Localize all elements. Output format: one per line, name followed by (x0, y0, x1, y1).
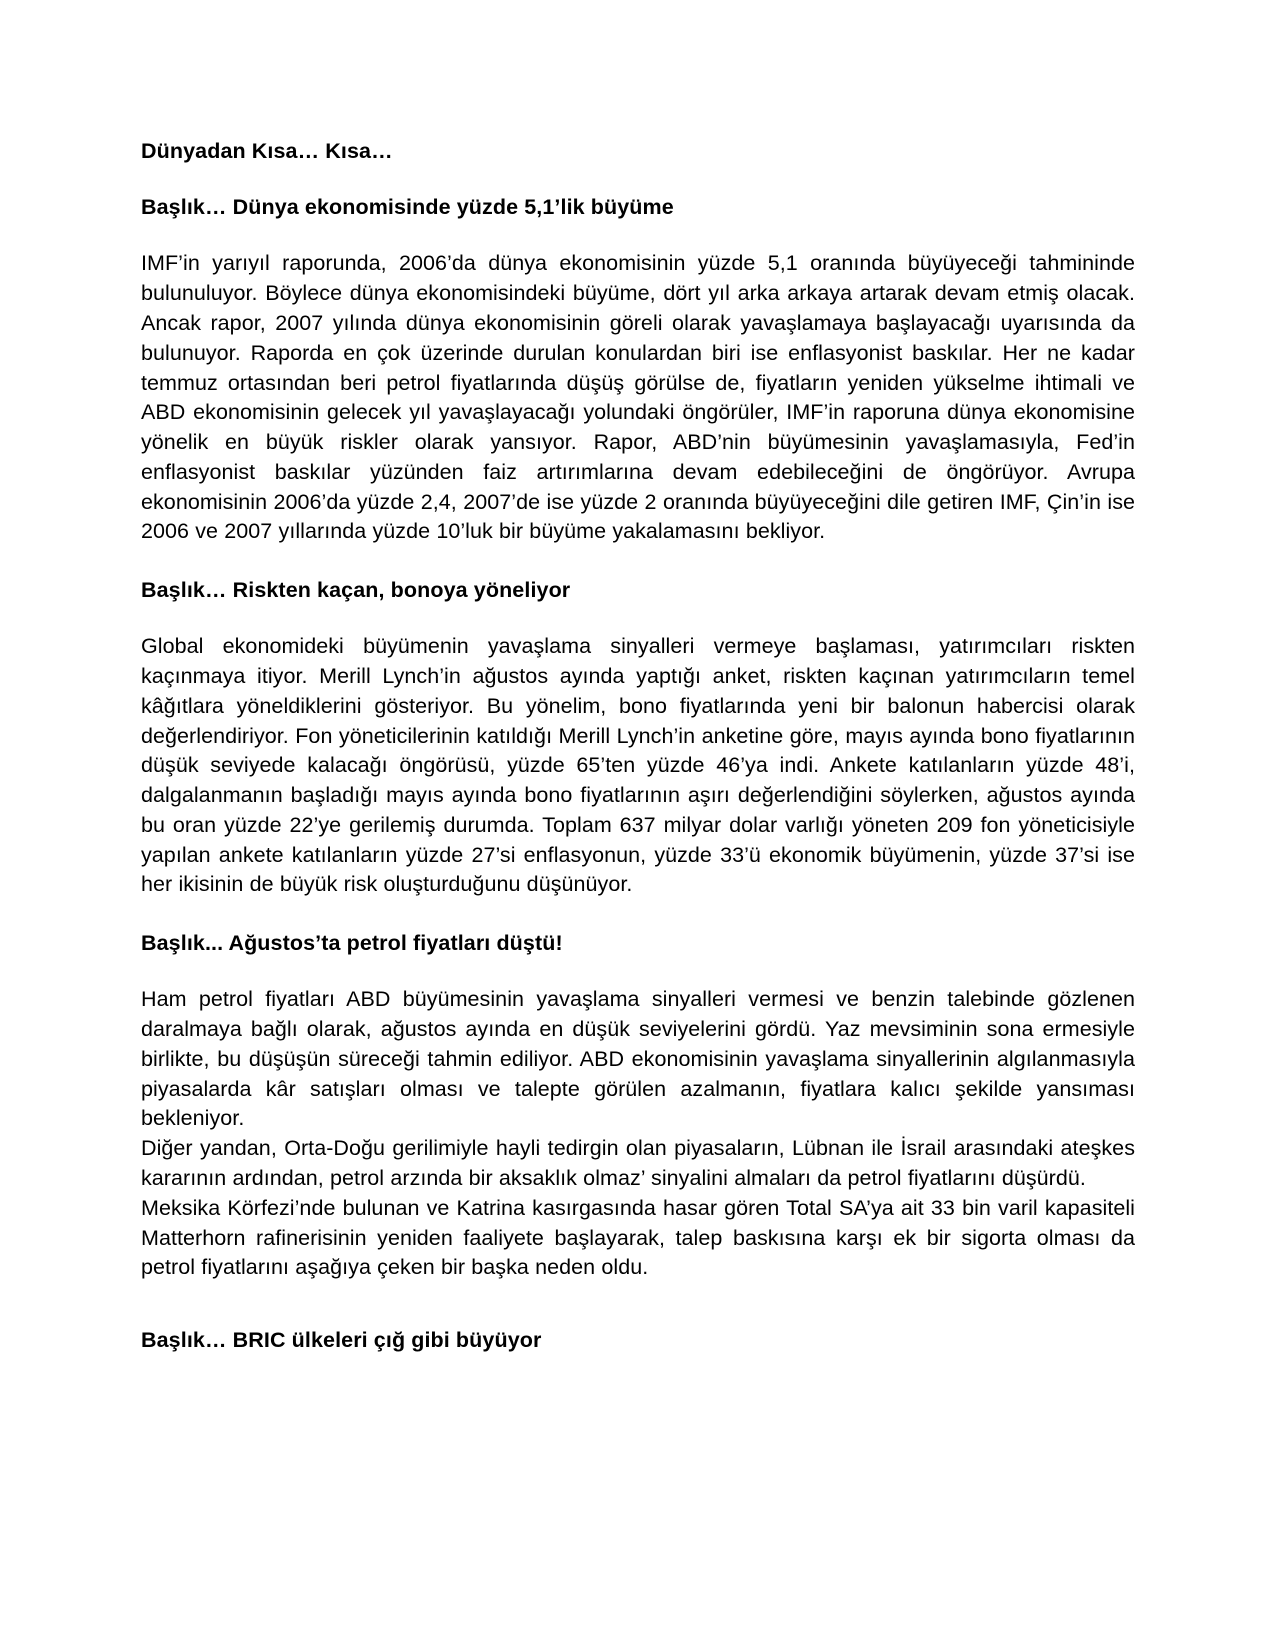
section-heading-oil-prices: Başlık... Ağustos’ta petrol fiyatları düştü! (141, 931, 563, 956)
spacer (141, 956, 1135, 985)
section-paragraph-oil-prices-1: Ham petrol fiyatları ABD büyümesinin yavaşlama sinyalleri vermesi ve benzin talebinde gözlenen daralmaya bağlı olarak, ağustos ayında en düşük seviyelerini gördü. Yaz mevsiminin sona ermesiyle birlikte, bu düşüşün süreceği tahmin ediliyor. ABD ekonomisinin yavaşlama sinyallerinin algılanmasıyla piyasalarda kâr satışları olması ve talepte görülen azalmanın, fiyatlara kalıcı şekilde yansıması bekleniyor. (141, 987, 1142, 1131)
section-paragraph-oil-prices-2: Diğer yandan, Orta-Doğu gerilimiyle hayli tedirgin olan piyasaların, Lübnan ile İsrail arasındaki ateşkes kararının ardından, petrol arzında bir aksaklık olmaz’ sinyalini almaları da petrol fiyatlarını düşürdü. (141, 1136, 1142, 1191)
spacer (141, 900, 1135, 930)
document-title: Dünyadan Kısa… Kısa… (141, 139, 393, 163)
section-heading-bric: Başlık… BRIC ülkeleri çığ gibi büyüyor (141, 1328, 542, 1353)
section-heading-risk-bonds: Başlık… Riskten kaçan, bonoya yöneliyor (141, 578, 571, 603)
section-paragraph-risk-bonds: Global ekonomideki büyümenin yavaşlama sinyalleri vermeye başlaması, yatırımcıları riskten kaçınmaya itiyor. Merill Lynch’in ağustos ayında yaptığı anket, riskten kaçınan yatırımcıların temel kâğıtlara yöneldiklerini gösteriyor. Bu yönelim, bono fiyatlarında yeni bir balonun habercisi olarak değerlendiriyor. Fon yöneticilerinin katıldığı Merill Lynch’in anketine göre, mayıs ayında bono fiyatlarının düşük seviyede kalacağı öngörüsü, yüzde 65’ten yüzde 46’ya indi. Ankete katılanların yüzde 48’i, dalgalanmanın başladığı mayıs ayında bono fiyatlarının aşırı değerlendiğini söylerken, ağustos ayında bu oran yüzde 22’ye gerilemiş durumda. Toplam 637 milyar dolar varlığı yöneten 209 fon yöneticisiyle yapılan ankete katılanların yüzde 27’si enflasyonun, yüzde 33’ü ekonomik büyümenin, yüzde 37’si ise her ikisinin de büyük risk oluşturduğunu düşünüyor. (141, 634, 1142, 897)
section-paragraph-world-economy: IMF’in yarıyıl raporunda, 2006’da dünya ekonomisinin yüzde 5,1 oranında büyüyeceği tahmininde bulunuluyor. Böylece dünya ekonomisindeki büyüme, dört yıl arka arkaya artarak devam etmiş olacak. Ancak rapor, 2007 yılında dünya ekonomisinin göreli olarak yavaşlamaya başlayacağı uyarısında da bulunuyor. Raporda en çok üzerinde durulan konulardan biri ise enflasyonist baskılar. Her ne kadar temmuz ortasından beri petrol fiyatlarında düşüş görülse de, fiyatların yeniden yükselme ihtimali ve ABD ekonomisinin gelecek yıl yavaşlayacağı yolundaki öngörüler, IMF’in raporuna dünya ekonomisine yönelik en büyük riskler olarak yansıyor. Rapor, ABD’nin büyümesinin yavaşlamasıyla, Fed’in enflasyonist baskılar yüzünden faiz artırımlarına devam edebileceğini de öngörüyor. Avrupa ekonomisinin 2006’da yüzde 2,4, 2007’de ise yüzde 2 oranında büyüyeceğini dile getiren IMF, Çin’in ise 2006 ve 2007 yıllarında yüzde 10’luk bir büyüme yakalamasını bekliyor. (141, 251, 1142, 544)
spacer (141, 547, 1135, 577)
section-paragraph-oil-prices-3: Meksika Körfezi’nde bulunan ve Katrina kasırgasında hasar gören Total SA’ya ait 33 bin varil kapasiteli Matterhorn rafinerisinin yeniden faaliyete başlayarak, talep baskısına karşı ek bir sigorta olması da petrol fiyatlarını aşağıya çeken bir başka neden oldu. (141, 1195, 1142, 1280)
spacer (141, 603, 1135, 632)
section-heading-world-economy: Başlık… Dünya ekonomisinde yüzde 5,1’lik büyüme (141, 195, 674, 220)
spacer (141, 220, 1135, 249)
spacer (141, 1313, 1135, 1327)
spacer (141, 164, 1135, 194)
spacer (141, 1283, 1135, 1313)
